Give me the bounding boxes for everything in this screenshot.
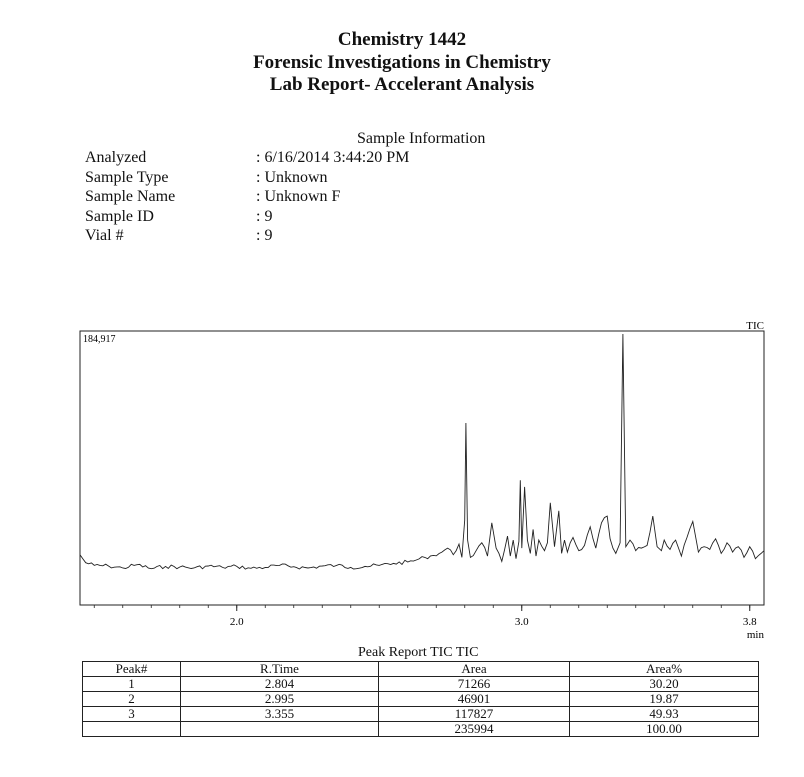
cell-area-total: 235994 (379, 722, 570, 737)
peak-report-title: Peak Report TIC TIC (358, 645, 479, 660)
x-tick-label: 3.8 (742, 616, 757, 628)
cell-area: 71266 (379, 677, 570, 692)
cell-area-percent: 49.93 (570, 707, 759, 722)
cell-area-percent: 19.87 (570, 692, 759, 707)
x-axis (94, 605, 757, 628)
table-total-row (83, 722, 759, 737)
sample-id-label: Sample ID (85, 207, 154, 225)
course-subtitle: Forensic Investigations in Chemistry (253, 52, 551, 73)
y-max-label: 184,917 (83, 334, 116, 345)
series-label-tic: TIC (746, 320, 764, 332)
cell-area: 117827 (379, 707, 570, 722)
vial-label: Vial # (85, 227, 124, 244)
x-tick-label: 2.0 (229, 616, 244, 628)
cell-rtime: 2.804 (181, 677, 379, 692)
analyzed-value: : 6/16/2014 3:44:20 PM (256, 149, 410, 166)
table-row (83, 692, 759, 707)
cell-area-percent: 30.20 (570, 677, 759, 692)
cell-rtime: 3.355 (181, 707, 379, 722)
cell-rtime (181, 722, 379, 737)
vial-value: : 9 (256, 227, 273, 244)
table-row (83, 677, 759, 692)
sample-type-value: : Unknown (256, 168, 328, 186)
table-row (83, 707, 759, 722)
tic-trace (80, 334, 764, 569)
analyzed-label: Analyzed (85, 149, 147, 166)
cell-peak: 2 (83, 692, 181, 707)
sample-id-value: : 9 (256, 207, 273, 225)
plot-frame (80, 331, 764, 605)
sample-info-heading: Sample Information (357, 130, 486, 147)
sample-type-label: Sample Type (85, 168, 169, 186)
report-title: Lab Report- Accelerant Analysis (269, 74, 535, 95)
x-axis-label: min (746, 629, 764, 641)
x-tick-label: 3.0 (514, 616, 529, 628)
peak-report-table (82, 661, 759, 737)
col-area-percent: Area% (570, 662, 759, 677)
cell-peak (83, 722, 181, 737)
cell-peak: 1 (83, 677, 181, 692)
cell-area: 46901 (379, 692, 570, 707)
cell-area-percent-total: 100.00 (570, 722, 759, 737)
course-title: Chemistry 1442 (337, 29, 467, 50)
col-area: Area (379, 662, 570, 677)
cell-rtime: 2.995 (181, 692, 379, 707)
sample-name-label: Sample Name (85, 188, 176, 205)
table-header-row (83, 662, 759, 677)
col-peak: Peak# (83, 662, 181, 677)
col-rtime: R.Time (181, 662, 379, 677)
cell-peak: 3 (83, 707, 181, 722)
sample-name-value: : Unknown F (256, 188, 341, 205)
